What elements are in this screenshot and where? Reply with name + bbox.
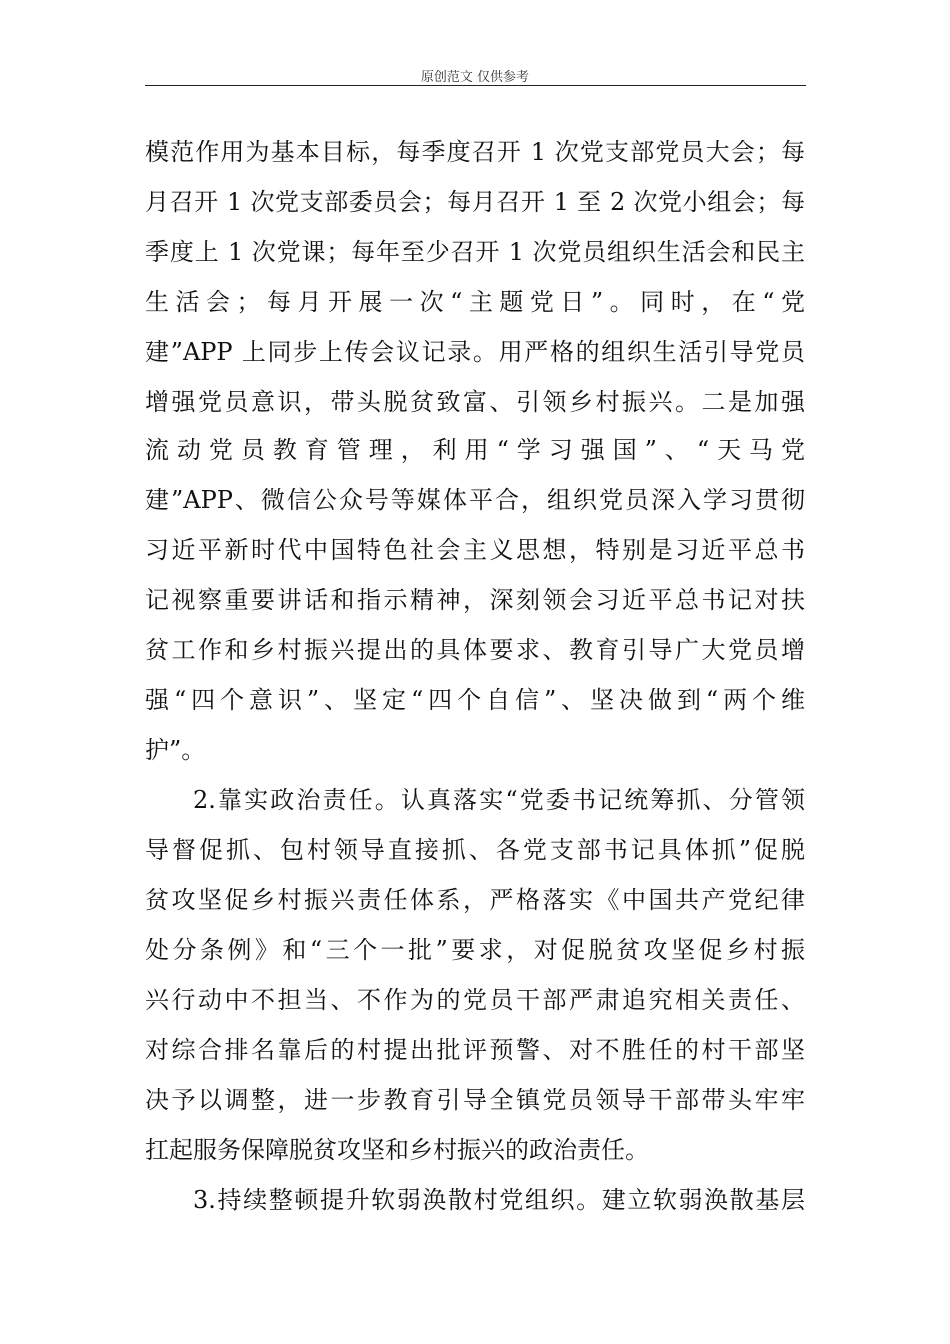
text-line: 月召开 1 次党支部委员会；每月召开 1 至 2 次党小组会；每 <box>145 188 805 216</box>
text-line: 扛起服务保障脱贫攻坚和乡村振兴的政治责任。 <box>145 1136 649 1164</box>
text-line: 季度上 1 次党课；每年至少召开 1 次党员组织生活会和民主 <box>145 238 805 266</box>
paragraph-start-line: 3.持续整顿提升软弱涣散村党组织。建立软弱涣散基层 <box>193 1186 805 1214</box>
text-line: 兴行动中不担当、不作为的党员干部严肃追究相关责任、 <box>145 986 805 1014</box>
paragraph-start-line: 2.靠实政治责任。认真落实“党委书记统筹抓、分管领 <box>193 786 805 814</box>
text-line: 贫攻坚促乡村振兴责任体系，严格落实《中国共产党纪律 <box>145 886 805 914</box>
text-line: 护”。 <box>145 736 206 764</box>
text-line: 生活会；每月开展一次“主题党日”。同时，在“党 <box>145 288 805 316</box>
page-header: 原创范文 仅供参考 <box>420 70 530 85</box>
text-line: 导督促抓、包村领导直接抓、各党支部书记具体抓”促脱 <box>145 836 805 864</box>
text-line: 强“四个意识”、坚定“四个自信”、坚决做到“两个维 <box>145 686 805 714</box>
text-line: 增强党员意识，带头脱贫致富、引领乡村振兴。二是加强 <box>145 388 805 416</box>
text-line: 决予以调整，进一步教育引导全镇党员领导干部带头牢牢 <box>145 1086 805 1114</box>
text-line: 记视察重要讲话和指示精神，深刻领会习近平总书记对扶 <box>145 586 805 614</box>
text-line: 习近平新时代中国特色社会主义思想，特别是习近平总书 <box>145 536 805 564</box>
text-line: 建”APP 上同步上传会议记录。用严格的组织生活引导党员 <box>145 338 805 366</box>
text-line: 流动党员教育管理，利用“学习强国”、“天马党 <box>145 436 805 464</box>
text-line: 贫工作和乡村振兴提出的具体要求、教育引导广大党员增 <box>145 636 805 664</box>
text-line: 处分条例》和“三个一批”要求，对促脱贫攻坚促乡村振 <box>145 936 805 964</box>
text-line: 建”APP、微信公众号等媒体平合，组织党员深入学习贯彻 <box>145 486 805 514</box>
text-line: 对综合排名靠后的村提出批评预警、对不胜任的村干部坚 <box>145 1036 805 1064</box>
header-rule <box>145 85 806 86</box>
text-line: 模范作用为基本目标，每季度召开 1 次党支部党员大会；每 <box>145 138 805 166</box>
